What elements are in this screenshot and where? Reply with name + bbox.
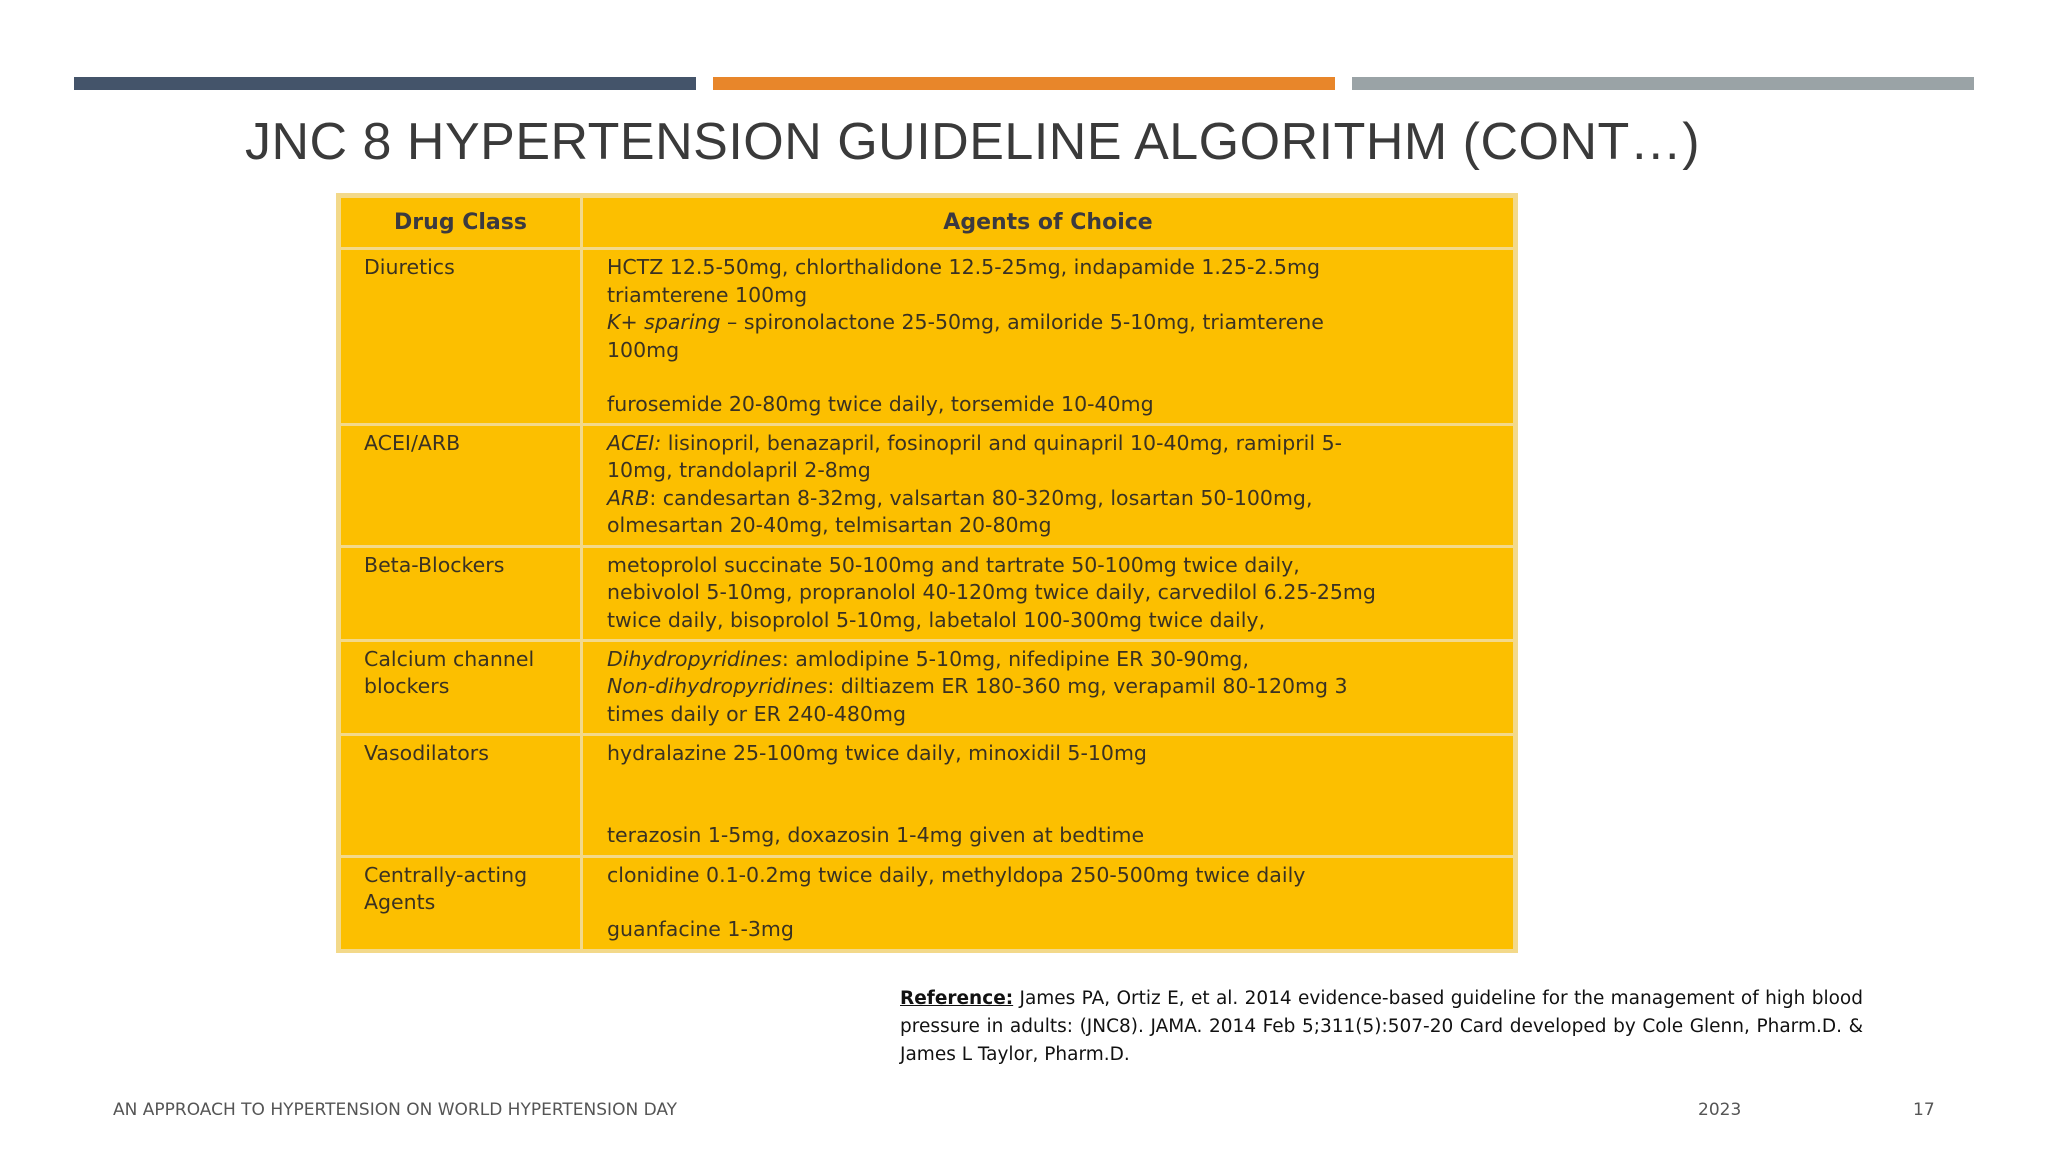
drug-class-label: Vasodilators bbox=[364, 740, 489, 765]
header-agents-of-choice: Agents of Choice bbox=[583, 198, 1513, 247]
footer-page-number: 17 bbox=[1913, 1100, 1935, 1120]
table-row bbox=[341, 426, 1513, 545]
agents-line: olmesartan 20-40mg, telmisartan 20-80mg bbox=[607, 513, 1052, 537]
spacer bbox=[607, 364, 1501, 391]
drug-class-cell bbox=[341, 426, 580, 545]
agents-cell bbox=[583, 548, 1513, 639]
table-row bbox=[341, 642, 1513, 733]
drug-class-cell bbox=[341, 858, 580, 949]
agents-subclass-label: K+ sparing bbox=[607, 310, 721, 334]
agents-line: twice daily, bisoprolol 5-10mg, labetalol 100-300mg twice daily, bbox=[607, 607, 1266, 632]
drug-class-cell bbox=[341, 548, 580, 639]
table-row bbox=[341, 250, 1513, 423]
agents-line: guanfacine 1-3mg bbox=[607, 917, 794, 941]
agents-line bbox=[607, 485, 1501, 513]
accent-bar-dark bbox=[74, 77, 696, 90]
drug-class-cell bbox=[341, 250, 580, 423]
agents-cell bbox=[583, 426, 1513, 545]
drug-class-label: Agents bbox=[364, 890, 436, 914]
agents-subclass-label: Non-dihydropyridines bbox=[607, 674, 828, 698]
accent-bar-orange bbox=[713, 77, 1335, 90]
agents-line: furosemide 20-80mg twice daily, torsemide 10-40mg bbox=[607, 392, 1154, 416]
agents-line: clonidine 0.1-0.2mg twice daily, methyldopa 250-500mg twice daily bbox=[607, 862, 1306, 887]
agents-subclass-label: ACEI: bbox=[607, 430, 662, 455]
agents-subclass-label: Dihydropyridines bbox=[607, 646, 782, 671]
footer-year: 2023 bbox=[1698, 1100, 1742, 1120]
agents-line bbox=[607, 309, 1501, 337]
spacer bbox=[607, 889, 1501, 916]
drug-class-label: Beta-Blockers bbox=[364, 552, 505, 577]
agents-line: metoprolol succinate 50-100mg and tartrate 50-100mg twice daily, bbox=[607, 552, 1300, 577]
agents-line bbox=[607, 646, 1501, 674]
agents-line: 100mg bbox=[607, 337, 680, 362]
drug-class-label: ACEI/ARB bbox=[364, 430, 461, 455]
agents-subclass-label: ARB bbox=[607, 485, 650, 510]
slide-title: JNC 8 HYPERTENSION GUIDELINE ALGORITHM (CONT…) bbox=[245, 113, 1701, 171]
agents-line: triamterene 100mg bbox=[607, 282, 808, 307]
agents-line bbox=[607, 430, 1501, 458]
agents-text: lisinopril, benazapril, fosinopril and quinapril 10-40mg, ramipril 5- bbox=[661, 430, 1343, 455]
agents-line: hydralazine 25-100mg twice daily, minoxidil 5-10mg bbox=[607, 740, 1147, 765]
agents-text: : diltiazem ER 180-360 mg, verapamil 80-120mg 3 bbox=[827, 674, 1348, 698]
spacer bbox=[607, 767, 1501, 822]
drug-class-label: blockers bbox=[364, 674, 450, 698]
agents-cell bbox=[583, 736, 1513, 855]
footer-presentation-title: AN APPROACH TO HYPERTENSION ON WORLD HYPERTENSION DAY bbox=[113, 1100, 678, 1120]
agents-line: HCTZ 12.5-50mg, chlorthalidone 12.5-25mg, indapamide 1.25-2.5mg bbox=[607, 255, 1320, 279]
agents-text: – spironolactone 25-50mg, amiloride 5-10mg, triamterene bbox=[720, 310, 1324, 334]
accent-bar-gray bbox=[1352, 77, 1974, 90]
drug-class-label: Calcium channel bbox=[364, 646, 535, 671]
drug-class-label: Centrally-acting bbox=[364, 862, 528, 887]
drug-table bbox=[338, 195, 1516, 952]
reference-text: James PA, Ortiz E, et al. 2014 evidence-based guideline for the management of high blood pressure in adults: (JNC8). JAMA. 2014 Feb 5;311(5):507-20 Card developed by Cole Glenn, Pharm.D. & James L Taylor, Pharm.D. bbox=[900, 988, 1863, 1065]
agents-cell bbox=[583, 250, 1513, 423]
table-header-row bbox=[341, 198, 1513, 247]
table-row bbox=[341, 736, 1513, 855]
drug-class-label: Diuretics bbox=[364, 255, 455, 279]
agents-line bbox=[607, 673, 1501, 701]
header-drug-class: Drug Class bbox=[341, 198, 580, 247]
agents-cell bbox=[583, 642, 1513, 733]
table-row bbox=[341, 548, 1513, 639]
agents-cell bbox=[583, 858, 1513, 949]
agents-text: : amlodipine 5-10mg, nifedipine ER 30-90mg, bbox=[781, 646, 1249, 671]
table-row bbox=[341, 858, 1513, 949]
drug-class-cell bbox=[341, 642, 580, 733]
agents-line: 10mg, trandolapril 2-8mg bbox=[607, 458, 871, 482]
agents-line: nebivolol 5-10mg, propranolol 40-120mg twice daily, carvedilol 6.25-25mg bbox=[607, 580, 1376, 604]
drug-class-cell bbox=[341, 736, 580, 855]
agents-text: : candesartan 8-32mg, valsartan 80-320mg, losartan 50-100mg, bbox=[649, 485, 1313, 510]
reference-label: Reference: bbox=[900, 988, 1014, 1009]
agents-line: times daily or ER 240-480mg bbox=[607, 701, 906, 726]
drug-table-image bbox=[336, 193, 1518, 953]
reference-note bbox=[900, 985, 1863, 1069]
agents-line: terazosin 1-5mg, doxazosin 1-4mg given at bedtime bbox=[607, 823, 1145, 847]
